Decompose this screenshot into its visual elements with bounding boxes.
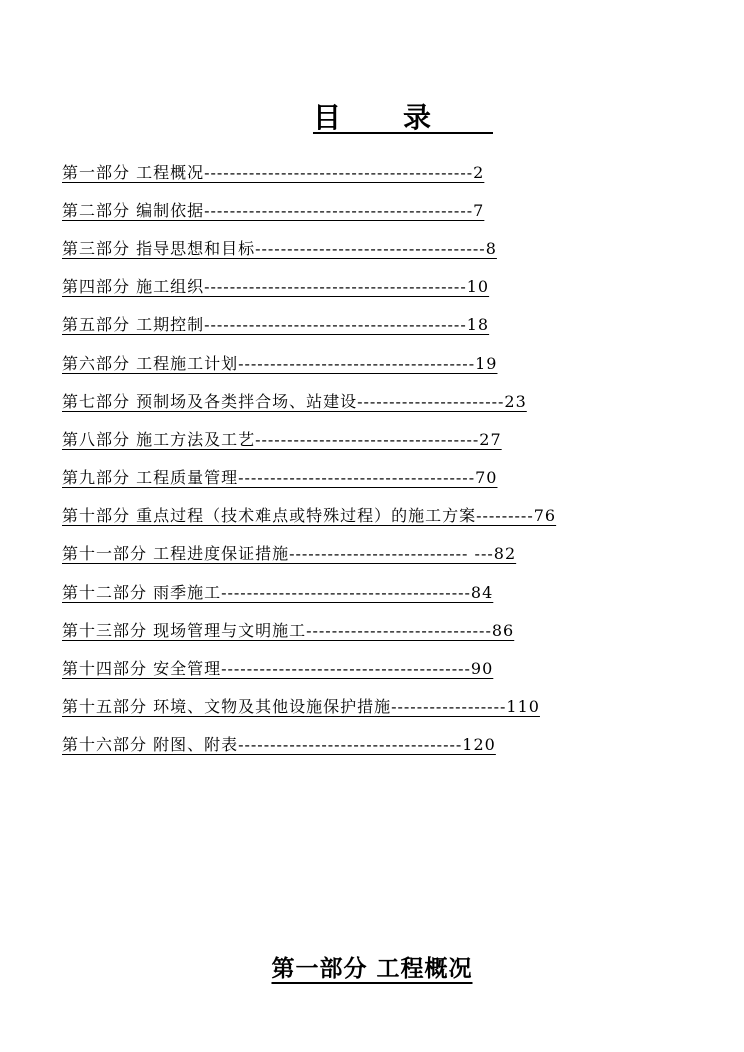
- toc-link[interactable]: 第十部分 重点过程（技术难点或特殊过程）的施工方案---------76: [62, 506, 557, 526]
- toc-link[interactable]: 第十五部分 环境、文物及其他设施保护措施------------------110: [62, 697, 540, 717]
- toc-link[interactable]: 第三部分 指导思想和目标------------------------------------8: [62, 238, 497, 258]
- toc-entry[interactable]: [62, 610, 672, 648]
- toc-entry[interactable]: [62, 725, 672, 763]
- toc-link[interactable]: 第七部分 预制场及各类拌合场、站建设-----------------------23: [62, 391, 527, 411]
- toc-entry[interactable]: [62, 305, 672, 343]
- toc-entry[interactable]: [62, 343, 672, 381]
- toc-entry[interactable]: [62, 572, 672, 610]
- toc-entry[interactable]: [62, 534, 672, 572]
- toc-entry[interactable]: [62, 458, 672, 496]
- toc-entry[interactable]: [62, 648, 672, 686]
- toc-link[interactable]: 第二部分 编制依据------------------------------------------7: [62, 200, 485, 220]
- section-heading: 第一部分 工程概况: [271, 955, 473, 982]
- toc-link[interactable]: 第九部分 工程质量管理-------------------------------------70: [62, 468, 498, 488]
- toc-entry[interactable]: [62, 687, 672, 725]
- toc-entry[interactable]: [62, 228, 672, 266]
- toc-entry[interactable]: [62, 381, 672, 419]
- toc-link[interactable]: 第一部分 工程概况------------------------------------------2: [62, 162, 485, 182]
- toc-link[interactable]: 第五部分 工期控制-----------------------------------------18: [62, 315, 490, 335]
- toc-entry[interactable]: [62, 190, 672, 228]
- toc-link[interactable]: 第十四部分 安全管理---------------------------------------90: [62, 659, 494, 679]
- toc-link[interactable]: 第六部分 工程施工计划-------------------------------------19: [62, 353, 498, 373]
- toc-title: 目录: [312, 101, 493, 134]
- toc-entry[interactable]: [62, 267, 672, 305]
- toc-list: [62, 152, 672, 763]
- toc-entry[interactable]: [62, 152, 672, 190]
- toc-link[interactable]: 第八部分 施工方法及工艺-----------------------------------27: [62, 429, 502, 449]
- toc-link[interactable]: 第十二部分 雨季施工---------------------------------------84: [62, 582, 494, 602]
- toc-link[interactable]: 第十六部分 附图、附表-----------------------------------120: [62, 735, 496, 755]
- toc-link[interactable]: 第四部分 施工组织-----------------------------------------10: [62, 277, 490, 297]
- toc-link[interactable]: 第十三部分 现场管理与文明施工-----------------------------86: [62, 620, 515, 640]
- toc-link[interactable]: 第十一部分 工程进度保证措施---------------------------- ---82: [62, 544, 517, 564]
- toc-entry[interactable]: [62, 496, 672, 534]
- toc-entry[interactable]: [62, 419, 672, 457]
